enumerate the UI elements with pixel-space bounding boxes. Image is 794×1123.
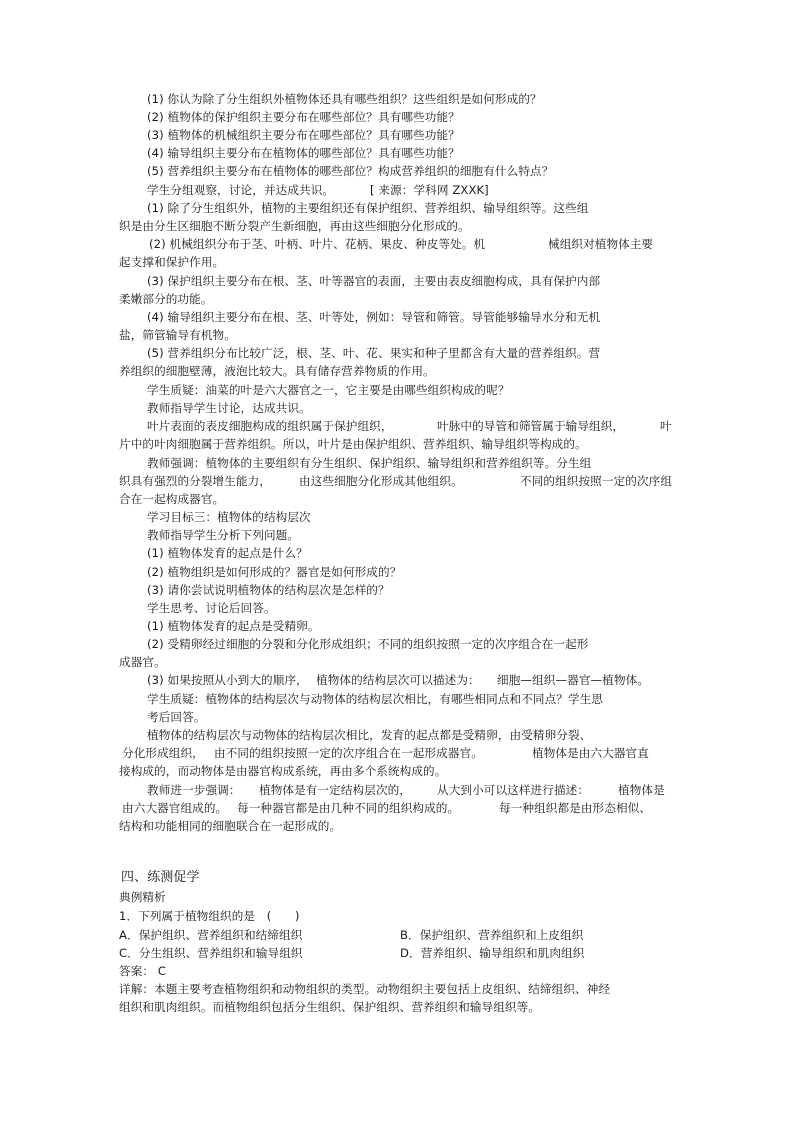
leaf-line: 叶片表面的表皮细胞构成的组织属于保护组织， bbox=[147, 419, 393, 433]
question-line: (4) 输导组织主要分布在植物体的哪些部位？具有哪些功能？ bbox=[147, 146, 460, 160]
answer-line: 柔嫩部分的功能。 bbox=[119, 292, 213, 306]
answer-line: 植物体的结构层次可以描述为： bbox=[316, 673, 480, 687]
group-discussion-line: 学生分组观察，讨论，并达成共识。 bbox=[147, 183, 335, 197]
question-line: (3) 植物体的机械组织主要分布在哪些部位？具有哪些功能？ bbox=[147, 128, 460, 142]
answer-line: 盐，筛管输导有机物。 bbox=[119, 328, 236, 342]
leaf-line: 片中的叶肉细胞属于营养组织。所以，叶片是由保护组织、营养组织、输导组织等构成的。 bbox=[119, 437, 587, 451]
answer-line: (4) 输导组织主要分布在根、茎、叶等处，例如：导管和筛管。导管能够输导水分和无机 bbox=[147, 310, 601, 324]
compare-answer: 植物体的结构层次与动物体的结构层次相比，发育的起点都是受精卵，由受精卵分裂、 bbox=[147, 728, 592, 742]
question-line: (2) 植物组织是如何形成的？器官是如何形成的？ bbox=[147, 565, 402, 579]
question-line: (1) 植物体发育的起点是什么？ bbox=[147, 546, 308, 560]
learning-goal: 学习目标三：植物体的结构层次 bbox=[147, 510, 311, 524]
compare-answer: 接构成的，而动物体是由器官构成系统，再由多个系统构成的。 bbox=[119, 764, 447, 778]
student-question: 学生质疑：油菜的叶是六大器官之一，它主要是由哪些组织构成的呢？ bbox=[147, 383, 510, 397]
answer-line: 起支撑和保护作用。 bbox=[119, 255, 225, 269]
section-heading: 四、练测促学 bbox=[121, 870, 200, 885]
teacher-emphasis: 植物体是 bbox=[618, 783, 665, 797]
answer-line: (1) 除了分生组织外，植物的主要组织还有保护组织、营养组织、输导组织等。这些组 bbox=[147, 201, 589, 215]
option-c: C．分生组织、营养组织和输导组织 bbox=[119, 946, 303, 960]
teacher-guide: 教师指导学生分析下列问题。 bbox=[147, 528, 300, 542]
compare-answer: 分化形成组织， bbox=[122, 746, 204, 760]
answer-line: 织是由分生区细胞不断分裂产生新细胞，再由这些细胞分化形成的。 bbox=[119, 219, 470, 233]
explanation-line: 详解：本题主要考查植物组织和动物组织的类型。动物组织主要包括上皮组织、结缔组织、神经 bbox=[119, 982, 611, 996]
teacher-emphasis: 教师进一步强调： bbox=[147, 783, 241, 797]
leaf-line: 叶脉中的导管和筛管属于输导组织， bbox=[437, 419, 625, 433]
answer-line: 成器官。 bbox=[119, 655, 166, 669]
teacher-emphasis: 每一种器官都是由几种不同的组织构成的。 bbox=[237, 801, 460, 815]
teacher-emphasis: 从大到小可以这样进行描述： bbox=[437, 783, 590, 797]
subsection-heading: 典例精析 bbox=[119, 890, 166, 904]
question-line: (5) 营养组织主要分布在植物体的哪些部位？构成营养组织的细胞有什么特点？ bbox=[147, 164, 554, 178]
answer-line: (3) 如果按照从小到大的顺序， bbox=[147, 673, 308, 687]
student-question: 考后回答。 bbox=[147, 710, 206, 724]
answer-line: 械组织对植物体主要 bbox=[548, 237, 654, 251]
teacher-emphasis: 由这些细胞分化形成其他组织。 bbox=[299, 474, 463, 488]
source-tag: [ 来源：学科网 ZXXK] bbox=[370, 183, 489, 197]
teacher-emphasis: 由六大器官组成的。 bbox=[122, 801, 228, 815]
teacher-emphasis: 结构和功能相同的细胞联合在一起形成的。 bbox=[119, 819, 342, 833]
answer-line: 养组织的细胞壁薄，液泡比较大。具有储存营养物质的作用。 bbox=[119, 364, 435, 378]
option-b: B．保护组织、营养组织和上皮组织 bbox=[400, 928, 584, 942]
option-a: A．保护组织、营养组织和结缔组织 bbox=[119, 928, 303, 942]
teacher-emphasis: 植物体是有一定结构层次的， bbox=[259, 783, 412, 797]
answer-line: (2) 受精卵经过细胞的分裂和分化形成组织；不同的组织按照一定的次序组合在一起形 bbox=[147, 637, 589, 651]
answer-line: 细胞—组织—器官—植物体。 bbox=[497, 673, 650, 687]
compare-answer: 由不同的组织按照一定的次序组合在一起形成器官。 bbox=[214, 746, 483, 760]
option-d: D．营养组织、输导组织和肌肉组织 bbox=[400, 946, 585, 960]
answer-line: (1) 植物体发育的起点是受精卵。 bbox=[147, 619, 320, 633]
exercise-question: 1．下列属于植物组织的是 ( ) bbox=[119, 909, 300, 923]
question-line: (3) 请你尝试说明植物体的结构层次是怎样的？ bbox=[147, 583, 390, 597]
teacher-emphasis: 每一种组织都是由形态相似、 bbox=[499, 801, 652, 815]
teacher-emphasis: 不同的组织按照一定的次序组 bbox=[520, 474, 673, 488]
answer-line: (2) 机械组织分布于茎、叶柄、叶片、花柄、果皮、种皮等处。机 bbox=[149, 237, 486, 251]
answer-line: (5) 营养组织分布比较广泛，根、茎、叶、花、果实和种子里都含有大量的营养组织。营 bbox=[147, 346, 601, 360]
answer-line: (3) 保护组织主要分布在根、茎、叶等器官的表面，主要由表皮细胞构成，具有保护内部 bbox=[147, 274, 601, 288]
question-line: (1) 你认为除了分生组织外植物体还具有哪些组织？这些组织是如何形成的？ bbox=[147, 92, 542, 106]
teacher-emphasis: 教师强调：植物体的主要组织有分生组织、保护组织、输导组织和营养组织等。分生组 bbox=[147, 456, 592, 470]
leaf-line: 叶 bbox=[660, 419, 672, 433]
explanation-line: 组织和肌肉组织。而植物组织包括分生组织、保护组织、营养组织和输导组织等。 bbox=[119, 1000, 540, 1014]
student-question: 学生质疑：植物体的结构层次与动物体的结构层次相比，有哪些相同点和不同点？学生思 bbox=[147, 692, 604, 706]
answer-key: 答案： C bbox=[119, 964, 167, 978]
teacher-emphasis: 合在一起构成器官。 bbox=[119, 492, 225, 506]
compare-answer: 植物体是由六大器官直 bbox=[532, 746, 649, 760]
student-think: 学生思考、讨论后回答。 bbox=[147, 601, 276, 615]
teacher-guide: 教师指导学生讨论，达成共识。 bbox=[147, 401, 311, 415]
question-line: (2) 植物体的保护组织主要分布在哪些部位？具有哪些功能？ bbox=[147, 110, 460, 124]
teacher-emphasis: 织具有强烈的分裂增生能力， bbox=[119, 474, 272, 488]
